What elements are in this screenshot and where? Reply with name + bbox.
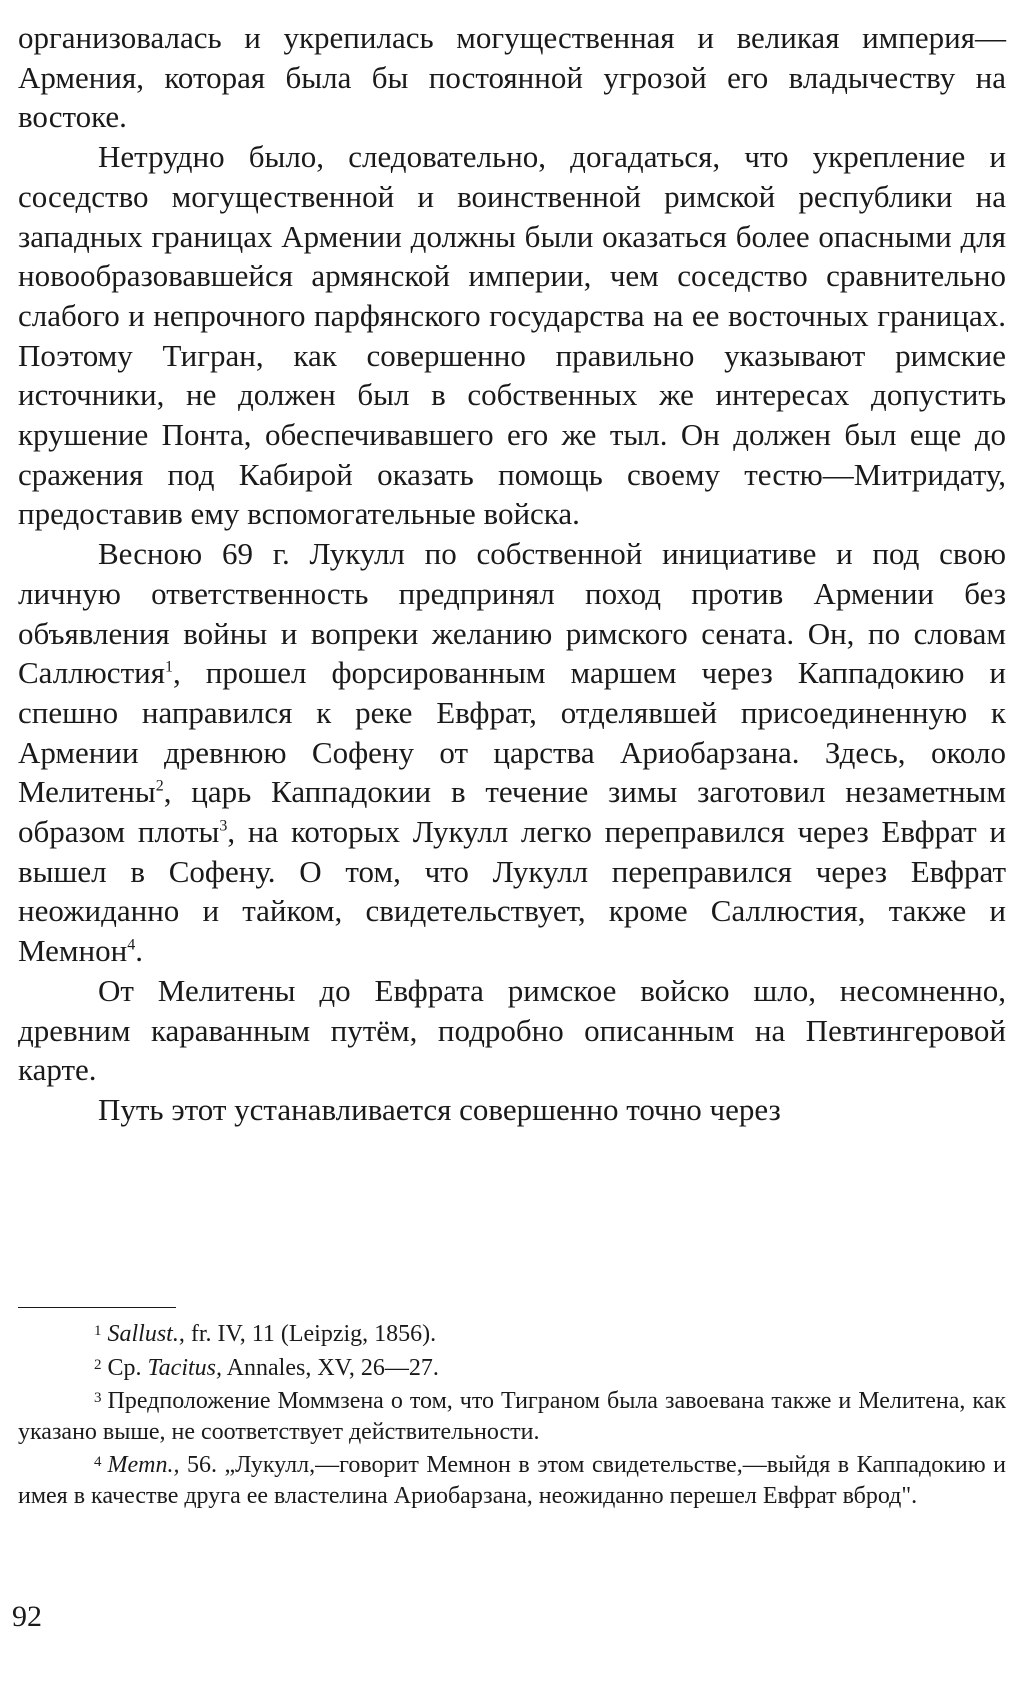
paragraph-5: Путь этот устанавливается совершенно точно через bbox=[98, 1091, 781, 1127]
footnote-text: 56. „Лукулл,—говорит Мемнон в этом свидетельстве,—выйдя в Каппадокию и имея в качестве друга ее властелина Ариобарзана, неожиданно перешел Евфрат вброд". bbox=[18, 1452, 1006, 1509]
footnote-1 bbox=[18, 1316, 1006, 1350]
footnote-divider bbox=[18, 1307, 176, 1308]
footnote-prefix: Ср. bbox=[107, 1354, 148, 1381]
footnote-3 bbox=[18, 1383, 1006, 1447]
paragraph-3-part-b: , прошел форсированным маршем через Каппадокию и спешно направился к реке Евфрат, отделявшей присоединенную к Армении древнюю Софену от царства Ариобарзана. Здесь, около Мелитены bbox=[18, 655, 1006, 810]
footnote-2 bbox=[18, 1350, 1006, 1384]
footnote-number: 1 bbox=[94, 1323, 102, 1339]
paragraph-3-part-a: Весною 69 г. Лукулл по собственной инициативе и под свою личную ответственность предпринял поход против Армении без объявления войны и вопреки желанию римского сената. Он, по словам Саллюстия bbox=[18, 536, 1006, 691]
footnote-author: Tacitus, bbox=[147, 1354, 222, 1381]
paragraph-3 bbox=[18, 534, 1006, 971]
footnote-number: 4 bbox=[94, 1454, 102, 1471]
paragraph-4: От Мелитены до Евфрата римское войско шло, несомненно, древним караванным путём, подробно описанным на Певтингеровой карте. bbox=[18, 972, 1006, 1088]
footnote-author: Memn., bbox=[107, 1452, 180, 1479]
paragraph-2: Нетрудно было, следовательно, догадаться, что укрепление и соседство могущественной и воинственной римской республики на западных границах Армении должны были оказаться более опасными для новообразовавшейся армянской империи, чем соседство сравнительно слабого и непрочного парфянского государства на ее восточных границах. Поэтому Тигран, как совершенно правильно указывают римские источники, не должен был в собственных же интересах допустить крушение Понта, обеспечивавшего его же тыл. Он должен был еще до сражения под Кабирой оказать помощь своему тестю—Митридату, предоставив ему вспомогательные войска. bbox=[18, 139, 1006, 532]
footnote-author: Sallust. bbox=[107, 1321, 179, 1347]
paragraph-1: организовалась и укрепилась могущественная и великая империя—Армения, которая была бы постоянной угрозой его владычеству на востоке. bbox=[18, 20, 1006, 135]
footnote-ref-2: 2 bbox=[155, 778, 164, 796]
paragraph-3-part-e: . bbox=[135, 933, 143, 969]
page-number: 92 bbox=[12, 1600, 42, 1633]
footnote-4 bbox=[18, 1447, 1006, 1511]
footnote-number: 2 bbox=[94, 1356, 102, 1373]
footnote-ref-1: 1 bbox=[164, 658, 173, 676]
footnotes bbox=[18, 1316, 1006, 1512]
paragraph-3-part-c: , царь Каппадокии в течение зимы заготовил незаметным образом плоты bbox=[18, 774, 1006, 850]
footnote-number: 3 bbox=[94, 1390, 102, 1407]
footnote-ref-4: 4 bbox=[127, 936, 136, 954]
footnote-text: Annales, XV, 26—27. bbox=[222, 1354, 439, 1381]
page-body bbox=[18, 18, 1006, 1130]
paragraph-3-part-d: , на которых Лукулл легко переправился через Евфрат и вышел в Софену. О том, что Лукулл переправился через Евфрат неожиданно и тайком, свидетельствует, кроме Саллюстия, также и Мемнон bbox=[18, 814, 1007, 969]
footnote-text: , fr. IV, 11 (Leipzig, 1856). bbox=[178, 1321, 437, 1347]
footnote-ref-3: 3 bbox=[219, 817, 228, 835]
footnote-text: Предположение Моммзена о том, что Тиграном была завоевана также и Мелитена, как указано выше, не соответствует действительности. bbox=[18, 1388, 1006, 1445]
